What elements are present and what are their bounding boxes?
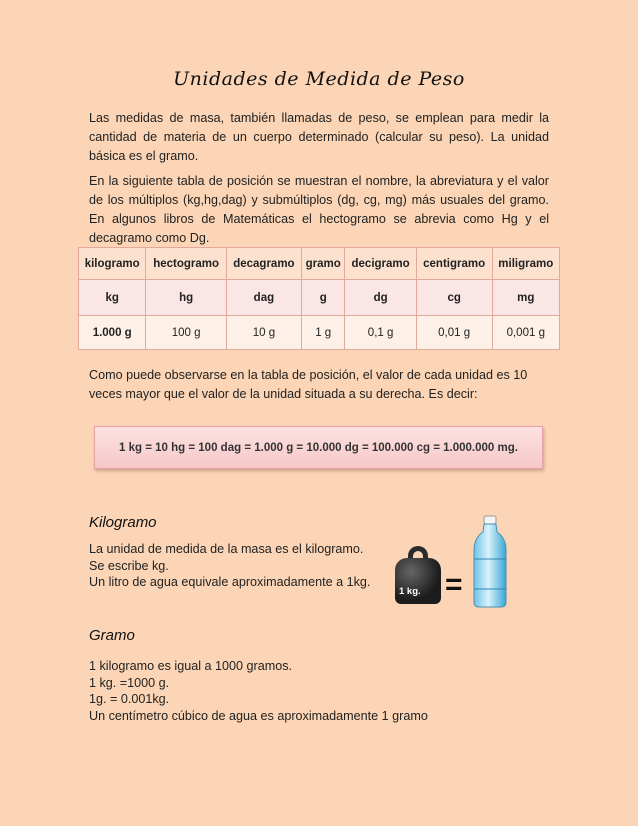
table-cell: g — [301, 280, 345, 316]
table-cell: 0,1 g — [345, 316, 416, 350]
table-cell: dag — [226, 280, 301, 316]
text-line: Un litro de agua equivale aproximadamente a 1kg. — [89, 575, 371, 589]
intro-paragraph-1: Las medidas de masa, también llamadas de peso, se emplean para medir la cantidad de materia de un cuerpo determinado (calcular su peso). La unidad básica es el gramo. — [89, 111, 549, 163]
table-row-values — [79, 316, 560, 350]
equals-sign: = — [445, 568, 463, 601]
text-line: Se escribe kg. — [89, 558, 169, 573]
kilogramo-heading: Kilogramo — [89, 514, 157, 531]
weight-label: 1 kg. — [399, 586, 421, 597]
page-title: Unidades de Medida de Peso — [173, 68, 465, 90]
table-cell: dg — [345, 280, 416, 316]
table-cell: 100 g — [146, 316, 226, 350]
weight-bottle-illustration — [395, 514, 510, 610]
table-cell: centigramo — [416, 248, 492, 280]
observation-paragraph: Como puede observarse en la tabla de posición, el valor de cada unidad es 10 veces mayor que el valor de la unidad situada a su derecha. Es decir: — [89, 368, 528, 401]
text-line: 1 kg. =1000 g. — [89, 675, 170, 690]
water-bottle-icon — [472, 514, 508, 608]
table-cell: kg — [79, 280, 146, 316]
text-line: 1 kilogramo es igual a 1000 gramos. — [89, 659, 293, 673]
table-cell: gramo — [301, 248, 345, 280]
units-table — [78, 247, 560, 350]
table-cell: 1.000 g — [79, 316, 146, 350]
table-cell: cg — [416, 280, 492, 316]
table-cell: 0,01 g — [416, 316, 492, 350]
text-line: La unidad de medida de la masa es el kilogramo. — [89, 542, 364, 556]
table-cell: decigramo — [345, 248, 416, 280]
table-cell: miligramo — [492, 248, 559, 280]
gramo-text — [89, 658, 428, 724]
table-row-names — [79, 248, 560, 280]
kilogramo-text — [89, 541, 370, 591]
table-cell: decagramo — [226, 248, 301, 280]
intro-paragraph-2: En la siguiente tabla de posición se muestran el nombre, la abreviatura y el valor de los múltiplos (kg,hg,dag) y submúltiplos (dg, cg, mg) más usuales del gramo. En algunos libros de Matemáticas el hectogramo se abrevia como Hg y el decagramo como Dg. — [89, 174, 549, 245]
table-cell: mg — [492, 280, 559, 316]
table-cell: hectogramo — [146, 248, 226, 280]
gramo-heading: Gramo — [89, 627, 135, 644]
weight-icon — [395, 558, 441, 604]
table-cell: 1 g — [301, 316, 345, 350]
table-cell: 10 g — [226, 316, 301, 350]
equivalence-text: 1 kg = 10 hg = 100 dag = 1.000 g = 10.000 dg = 100.000 cg = 1.000.000 mg. — [119, 441, 518, 454]
text-line: 1g. = 0.001kg. — [89, 692, 170, 706]
equivalence-box — [94, 426, 543, 469]
table-cell: 0,001 g — [492, 316, 559, 350]
table-cell: kilogramo — [79, 248, 146, 280]
text-line: Un centímetro cúbico de agua es aproximadamente 1 gramo — [89, 708, 428, 723]
table-row-abbreviations — [79, 280, 560, 316]
table-cell: hg — [146, 280, 226, 316]
